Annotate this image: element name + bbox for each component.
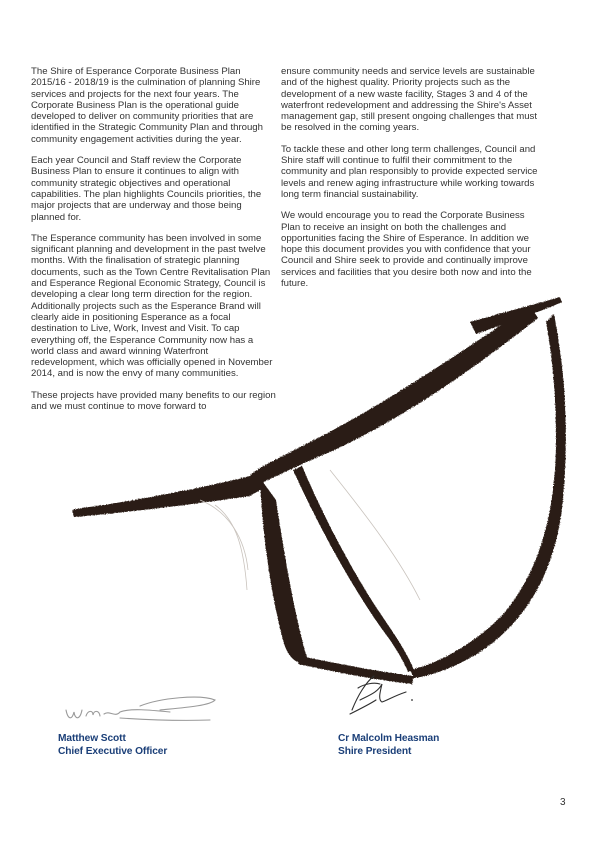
- signatory-ceo: [58, 732, 167, 758]
- paragraph: The Shire of Esperance Corporate Business Plan 2015/16 - 2018/19 is the culmination of planning Shire services and projects for the next four years. The Corporate Business Plan is the operational guide developed to deliver on community priorities that are identified in the Strategic Community Plan and through community engagement activities during the year.: [31, 66, 263, 145]
- paragraph: Each year Council and Staff review the Corporate Business Plan to ensure it continues to align with community strategic objectives and operational capabilities. The plan highlights Councils priorities, the major projects that are underway and those being planned for.: [31, 155, 262, 223]
- signatory-name: Matthew Scott: [58, 733, 126, 744]
- paragraph: To tackle these and other long term challenges, Council and Shire staff will continue to fulfil their commitment to the community and plan responsibly to provide expected service levels and renew aging infrastructure while working towards long term financial sustainability.: [281, 143, 538, 200]
- signature-ceo: [60, 688, 220, 728]
- signatory-title: Shire President: [338, 746, 412, 757]
- signature-president: [340, 670, 420, 720]
- paragraph: The Esperance community has been involved in some significant planning and development in the past twelve months. With the finalisation of strategic planning documents, such as the Town Centre Revitalisation Plan and Esperance Regional Economic Strategy, Council is developing a clear long term direction for the region. Additionally projects such as the Esperance Brand will clearly aide in positioning Esperance as a focal destination to Live, Work, Invest and Visit. To cap everything off, the Esperance Community now has a world class and award winning Waterfront redevelopment, which was officially opened in November 2014, and is now the envy of many communities.: [31, 232, 273, 380]
- paragraph: We would encourage you to read the Corporate Business Plan to receive an insight on both the challenges and opportunities facing the Shire of Esperance. In addition we hope this document provides you with confidence that your Council and Shire seek to provide and continually improve services and facilities that you desire both now and into the future.: [281, 210, 532, 290]
- right-column: [281, 66, 543, 299]
- signatory-title: Chief Executive Officer: [58, 746, 168, 757]
- signatory-president: [338, 732, 439, 758]
- left-column: [31, 66, 276, 422]
- page-number: 3: [560, 797, 566, 808]
- paragraph: ensure community needs and service levels are sustainable and of the highest quality. Priority projects such as the development of a new waste facility, Stages 3 and 4 of the waterfront redevelopment and addressing the Shire's Asset management gap, still present ongoing challenges that must be resolved in the coming years.: [281, 66, 537, 134]
- signatory-name: Cr Malcolm Heasman: [338, 733, 440, 744]
- paragraph: These projects have provided many benefits to our region and we must continue to move forward to: [31, 389, 276, 413]
